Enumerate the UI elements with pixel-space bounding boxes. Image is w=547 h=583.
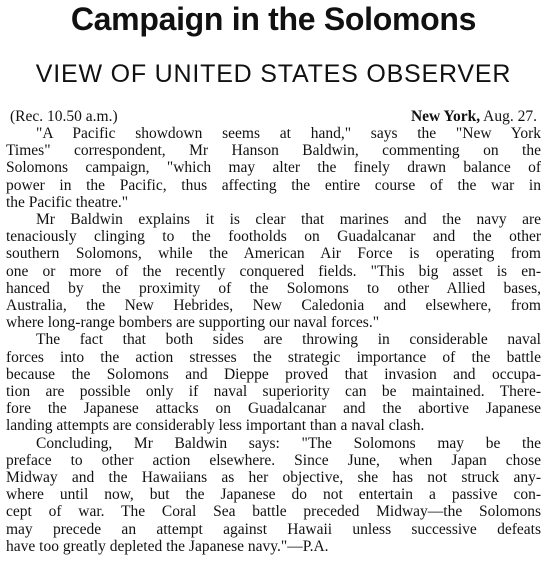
- body-line: "A Pacific showdown seems at hand," says the "New York: [36, 125, 541, 142]
- body-line: Times" correspondent, Mr Hanson Baldwin, commenting on the: [6, 142, 541, 160]
- body-line: power in the Pacific, thus affecting the entire course of the war in: [6, 176, 541, 194]
- body-line: hanced by the proximity of the Solomons to other Allied bases,: [6, 279, 541, 297]
- article-body: [6, 125, 541, 555]
- body-line: preface to other action elsewhere. Since June, when Japan chose: [6, 451, 541, 469]
- dateline: [6, 108, 541, 125]
- dateline-place: [411, 108, 537, 125]
- body-line: Australia, the New Hebrides, New Caledonia and elsewhere, from: [6, 297, 541, 315]
- paragraph-4: [6, 435, 541, 555]
- body-line: because the Solomons and Dieppe proved that invasion and occupa-: [6, 365, 541, 383]
- body-line: cept of war. The Coral Sea battle preceded Midway—the Solomons: [6, 503, 541, 521]
- body-line: the Pacific theatre.": [6, 193, 129, 211]
- paragraph-2: [6, 211, 541, 331]
- body-line: The fact that both sides are throwing in considerable naval: [36, 331, 541, 349]
- paragraph-3: [6, 331, 541, 434]
- body-line: where long-range bombers are supporting our naval forces.": [6, 314, 380, 332]
- subheadline: VIEW OF UNITED STATES OBSERVER: [35, 60, 512, 88]
- body-line: Solomons campaign, "which may alter the finely drawn balance of: [6, 159, 541, 177]
- body-line: southern Solomons, while the American Air Force is operating from: [6, 245, 541, 263]
- dateline-city: New York,: [410, 108, 481, 125]
- body-line: may precede an attempt against Hawaii unless successive defeats: [6, 520, 541, 538]
- body-line: forces into the action stresses the strategic importance of the battle: [6, 348, 541, 366]
- body-line: fore the Japanese attacks on Guadalcanar and the abortive Japanese: [6, 400, 541, 418]
- body-line: where until now, but the Japanese do not entertain a passive con-: [6, 486, 541, 504]
- body-line: Mr Baldwin explains it is clear that marines and the navy are: [36, 211, 541, 229]
- body-line: one or more of the recently conquered fields. "This big asset is en-: [6, 262, 541, 280]
- paragraph-1: [6, 125, 541, 211]
- body-line: tion are possible only if naval superiority can be maintained. There-: [6, 383, 541, 401]
- body-line: Concluding, Mr Baldwin says: "The Solomons may be the: [36, 434, 541, 452]
- body-line: have too greatly depleted the Japanese navy."—P.A.: [6, 537, 329, 555]
- body-line: Midway and the Hawaiians as her objective, she has not struck any-: [6, 469, 541, 487]
- headline: Campaign in the Solomons: [70, 1, 477, 37]
- body-line: landing attempts are considerably less important than a naval clash.: [6, 417, 425, 435]
- dateline-date: Aug. 27.: [483, 108, 537, 125]
- received-time: (Rec. 10.50 a.m.): [10, 108, 118, 125]
- body-line: tenaciously clinging to the footholds on Guadalcanar and the other: [6, 228, 541, 246]
